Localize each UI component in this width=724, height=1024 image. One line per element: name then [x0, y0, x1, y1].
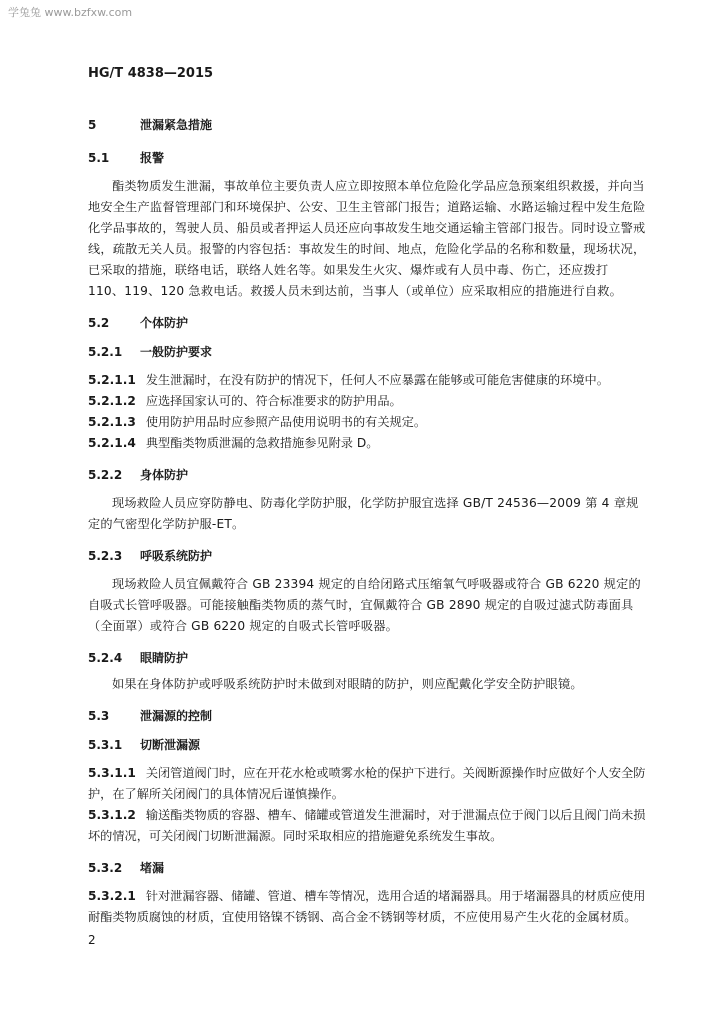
section-heading [88, 314, 648, 331]
section-number: 5.1 [88, 151, 110, 165]
section-title: 个体防护 [140, 316, 189, 330]
list-item [88, 370, 648, 391]
section-number: 5.2.4 [88, 651, 123, 665]
list-item [88, 391, 648, 412]
section-title: 一般防护要求 [140, 345, 213, 359]
item-text: 输送酯类物质的容器、槽车、储罐或管道发生泄漏时，对于泄漏点位于阀门以后且阀门尚未损坏的情况，可关闭阀门切断泄漏源。同时采取相应的措施避免系统发生事故。 [88, 808, 646, 843]
section-heading [88, 149, 648, 166]
item-number: 5.2.1.4 [88, 436, 136, 450]
paragraph: 现场救险人员应穿防静电、防毒化学防护服，化学防护服宜选择 GB/T 24536—2009 第 4 章规定的气密型化学防护服-ET。 [88, 496, 639, 531]
section-title: 报警 [140, 151, 165, 165]
item-number: 5.3.1.2 [88, 808, 136, 822]
item-number: 5.2.1.1 [88, 373, 136, 387]
section-number: 5.2.2 [88, 468, 123, 482]
section-title: 身体防护 [140, 468, 189, 482]
section-title: 眼睛防护 [140, 651, 189, 665]
section-title: 泄漏源的控制 [140, 709, 213, 723]
item-number: 5.3.2.1 [88, 889, 136, 903]
watermark: 学兔兔 www.bzfxw.com [8, 6, 133, 19]
list-item [88, 433, 648, 454]
section-heading [88, 649, 648, 666]
item-text: 关闭管道阀门时，应在开花水枪或喷雾水枪的保护下进行。关阀断源操作时应做好个人安全防护，在了解所关闭阀门的具体情况后谨慎操作。 [88, 766, 646, 801]
item-text: 发生泄漏时，在没有防护的情况下，任何人不应暴露在能够或可能危害健康的环境中。 [145, 373, 609, 387]
section-number: 5.2.3 [88, 549, 123, 563]
section-number: 5.2 [88, 316, 110, 330]
paragraph: 现场救险人员宜佩戴符合 GB 23394 规定的自给闭路式压缩氧气呼吸器或符合 GB 6220 规定的自吸式长管呼吸器。可能接触酯类物质的蒸气时，宜佩戴符合 GB 2890 规定的自吸过滤式防毒面具（全面罩）或符合 GB 6220 规定的自吸式长管呼吸器。 [88, 577, 641, 633]
item-number: 5.2.1.2 [88, 394, 136, 408]
paragraph: 酯类物质发生泄漏，事故单位主要负责人应立即按照本单位危险化学品应急预案组织救援，并向当地安全生产监督管理部门和环境保护、公安、卫生主管部门报告；道路运输、水路运输过程中发生危险化学品事故的，驾驶人员、船员或者押运人员还应向事故发生地交通运输主管部门报告。同时设立警戒线，疏散无关人员。报警的内容包括：事故发生的时间、地点，危险化学品的名称和数量，现场状况，已采取的措施，联络电话，联络人姓名等。如果发生火灾、爆炸或有人员中毒、伤亡，还应拨打 110、119、120 急救电话。救援人员未到达前，当事人（或单位）应采取相应的措施进行自救。 [88, 179, 646, 298]
section-number: 5.3 [88, 709, 110, 723]
section-number: 5.3.2 [88, 861, 123, 875]
section-title: 切断泄漏源 [140, 738, 201, 752]
section-heading [88, 547, 648, 564]
section-heading [88, 736, 648, 753]
item-text: 典型酯类物质泄漏的急救措施参见附录 D。 [145, 436, 379, 450]
section-heading [88, 116, 648, 133]
section-heading [88, 466, 648, 483]
page-number: 2 [88, 933, 96, 947]
section-title: 堵漏 [140, 861, 165, 875]
standard-code: HG/T 4838—2015 [88, 66, 214, 81]
item-text: 针对泄漏容器、储罐、管道、槽车等情况，选用合适的堵漏器具。用于堵漏器具的材质应使用耐酯类物质腐蚀的材质，宜使用铬镍不锈钢、高合金不锈钢等材质，不应使用易产生火花的金属材质。 [88, 889, 646, 924]
page-body [88, 116, 648, 928]
item-text: 使用防护用品时应参照产品使用说明书的有关规定。 [145, 415, 427, 429]
section-number: 5.3.1 [88, 738, 123, 752]
list-item [88, 763, 648, 805]
section-title: 泄漏紧急措施 [140, 118, 213, 132]
section-heading [88, 859, 648, 876]
list-item [88, 886, 648, 928]
section-number: 5 [88, 118, 97, 132]
section-title: 呼吸系统防护 [140, 549, 213, 563]
paragraph: 如果在身体防护或呼吸系统防护时未做到对眼睛的防护，则应配戴化学安全防护眼镜。 [112, 677, 583, 691]
list-item [88, 805, 648, 847]
list-item [88, 412, 648, 433]
section-heading [88, 343, 648, 360]
section-heading [88, 707, 648, 724]
section-number: 5.2.1 [88, 345, 123, 359]
item-number: 5.2.1.3 [88, 415, 136, 429]
item-number: 5.3.1.1 [88, 766, 136, 780]
item-text: 应选择国家认可的、符合标准要求的防护用品。 [145, 394, 402, 408]
